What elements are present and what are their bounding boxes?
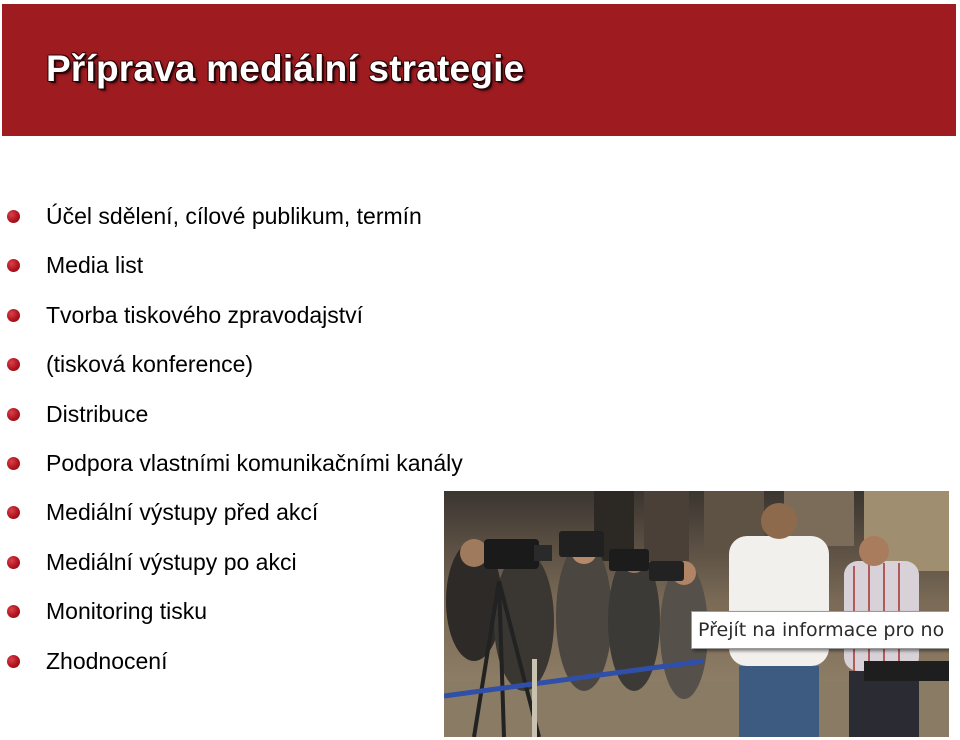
bullet-text: Distribuce	[46, 400, 149, 427]
title-band	[2, 4, 956, 136]
bullet-icon	[7, 309, 20, 322]
bullet-text: (tisková konference)	[46, 351, 254, 378]
tooltip-overlay: Přejít na informace pro no	[691, 611, 949, 649]
bullet-icon	[7, 655, 20, 668]
bullet-icon	[7, 506, 20, 519]
bullet-text: Účel sdělení, cílové publikum, termín	[46, 203, 422, 229]
bullet-icon	[7, 605, 20, 618]
bullet-icon	[7, 358, 20, 371]
bullet-text: Mediální výstupy po akci	[46, 548, 297, 575]
bullet-text: Podpora vlastními komunikačními kanály	[46, 449, 463, 476]
bullet-icon	[7, 408, 20, 421]
bullet-icon	[7, 457, 20, 470]
bullet-icon	[7, 210, 20, 223]
slide-title: Příprava mediální strategie	[46, 48, 525, 89]
bullet-text: Tvorba tiskového zpravodajství	[46, 301, 364, 328]
bullet-icon	[7, 556, 20, 569]
bullet-text: Zhodnocení	[46, 647, 168, 674]
bullet-text: Monitoring tisku	[46, 598, 208, 625]
bullet-text: Media list	[46, 252, 144, 279]
bullet-text: Mediální výstupy před akcí	[46, 499, 319, 526]
bullet-icon	[7, 259, 20, 272]
press-conference-photo	[444, 491, 949, 737]
